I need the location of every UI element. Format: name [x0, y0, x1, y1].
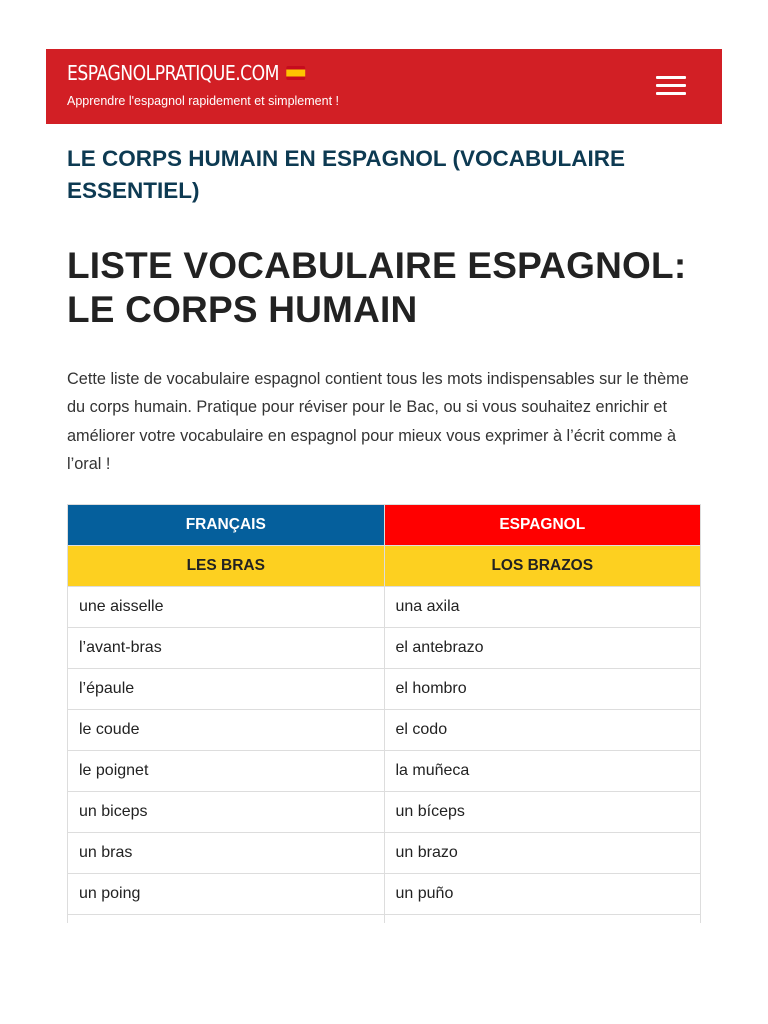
spain-flag-icon [286, 66, 305, 80]
site-tagline: Apprendre l'espagnol rapidement et simplement ! [67, 94, 339, 108]
spanish-word-cut [384, 915, 701, 923]
spanish-word: el codo [384, 710, 701, 751]
french-word-cut [68, 915, 385, 923]
spanish-word: un brazo [384, 833, 701, 874]
french-word: une aisselle [68, 587, 385, 628]
french-word: un bras [68, 833, 385, 874]
spanish-word: un bíceps [384, 792, 701, 833]
spanish-word: un puño [384, 874, 701, 915]
section-label-spanish: LOS BRAZOS [384, 546, 701, 587]
french-word: le coude [68, 710, 385, 751]
french-word: l’épaule [68, 669, 385, 710]
french-word: le poignet [68, 751, 385, 792]
table-row [68, 710, 701, 751]
table-row [68, 751, 701, 792]
site-header [46, 49, 722, 124]
site-logo-link[interactable] [67, 61, 305, 85]
table-row [68, 669, 701, 710]
french-word: l’avant-bras [68, 628, 385, 669]
post-title: LE CORPS HUMAIN EN ESPAGNOL (VOCABULAIRE ESSENTIEL) [67, 146, 625, 203]
table-row [68, 587, 701, 628]
column-header-french: FRANÇAIS [68, 505, 385, 546]
table-header-row [68, 505, 701, 546]
table-row [68, 874, 701, 915]
table-row-partial [68, 915, 701, 923]
french-word: un biceps [68, 792, 385, 833]
spanish-word: el antebrazo [384, 628, 701, 669]
intro-paragraph: Cette liste de vocabulaire espagnol contient tous les mots indispensables sur le thème du corps humain. Pratique pour réviser pour le Bac, ou si vous souhaitez enrichir et améliorer votre vocabulaire en espagnol pour mieux vous exprimer à l’écrit comme à l’oral ! [67, 370, 689, 473]
section-label-french: LES BRAS [68, 546, 385, 587]
column-header-spanish: ESPAGNOL [384, 505, 701, 546]
site-logo-text: ESPAGNOLPRATIQUE.COM [67, 61, 280, 85]
table-row [68, 628, 701, 669]
french-word: un poing [68, 874, 385, 915]
hamburger-menu-icon[interactable] [656, 73, 686, 99]
spanish-word: el hombro [384, 669, 701, 710]
spanish-word: la muñeca [384, 751, 701, 792]
table-row [68, 792, 701, 833]
table-section-row [68, 546, 701, 587]
vocabulary-table [67, 504, 701, 923]
spanish-word: una axila [384, 587, 701, 628]
page-heading: LISTE VOCABULAIRE ESPAGNOL: LE CORPS HUMAIN [67, 245, 687, 330]
table-row [68, 833, 701, 874]
